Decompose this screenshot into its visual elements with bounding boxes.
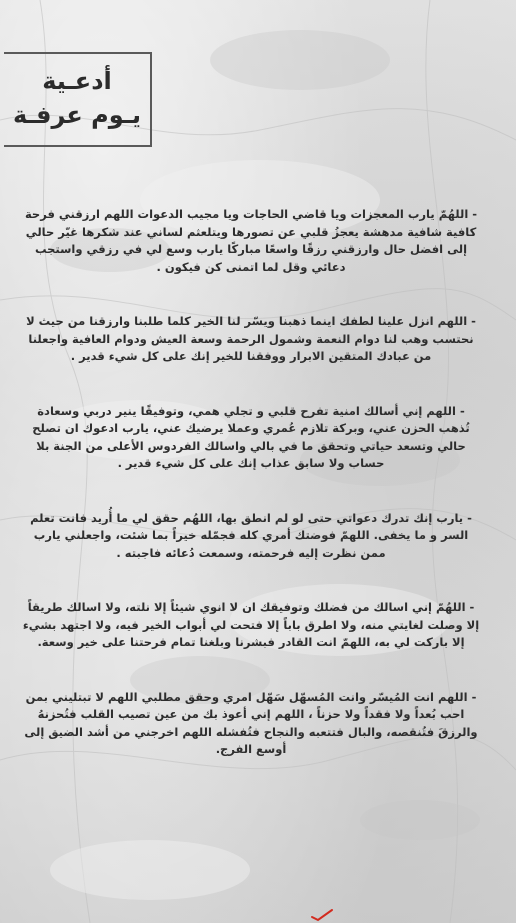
prayer-paragraph-3: - اللهم إني أسالك امنية تفرح قلبي و تجلي همي، وتوفيقًا ينير دربي وسعادة تُذهب الحزن عني، وبركة تلازم عُمري وعملا يرضيك عني، يارب ادعوك ان تصلح حالي وتسعد حياتي وتحقق ما في بالي واسالك الفردوس الأعلى من الجنة بلا حساب ولا سابق عذاب إنك على كل شيء قدير . <box>32 403 470 470</box>
prayer-paragraph-5: - اللهُمّ إني اسالك من فضلك وتوفيقك ان لا انوي شيئاً إلا نلته، ولا اسالك طريقاً إلا وصلت لغايتي منه، ولا اطرق باباً إلا فتحت لي أبواب الخير فيه، ولا اجتهد بشيء إلا باركت لي به، اللهمّ انت القادر فبشرنا وبلغنا تمام فرحتنا على خير وسعة. <box>22 600 480 649</box>
prayer-list <box>20 206 482 759</box>
prayer-paragraph-6: - اللهم انت المُيسّر وانت المُسهّل سَهّل امري وحقق مطلبي اللهم لا تبتليني بمن احب بُعداً ولا فقداً ولا حزناً ، اللهم إني أعوذ بك من عين تصيب القلب فتُحزنهُ والرزقَ فتُنقصه، والبال فتتعبه والنجاح فتُفشله اللهم اخرجني من أشد الضيق إلى أوسع الفرج. <box>24 689 478 756</box>
red-check-mark-icon <box>310 908 334 922</box>
prayer-paragraph-2: - اللهم انزل علينا لطفك اينما ذهبنا ويسّر لنا الخير كلما طلبنا وارزقنا من حيث لا نحتسب وهب لنا دوام النعمة وشمول الرحمة وسعة العيش ودوام العافية واجعلنا من عبادك المتقين الابرار ووفقنا للخير إنك على كل شيء قدير . <box>26 314 476 363</box>
prayer-paragraph-4: - يارب إنك تدرك دعواتي حتى لو لم انطق بها، اللهُم حقق لي ما أُريد فانت تعلم السر و ما يخفى. اللهمّ فوضتك أمري كله فجمّله خيراً بما شئت، واجعلني يارب ممن نظرت إليه فرحمته، وسمعت دُعائه فاجبته . <box>30 510 472 560</box>
prayer-paragraph-1: - اللهُمّ يارب المعجزات ويا قاضي الحاجات ويا مجيب الدعوات اللهم ارزقني فرحة كافية شافية مدهشة يعجزُ قلبي عن تصورها ويتلعثم لساني عند شكرها غيّر حالي إلى افضل حال وارزقني رزقًا واسعًا مباركًا يارب وسع لي في رزقي واستجب دعائي وقل لما اتمنى كن فيكون . <box>24 207 478 274</box>
page-title-line-1: أدعـية <box>42 67 112 95</box>
title-frame <box>4 52 152 147</box>
page-title-line-2: يـوم عرفـة <box>12 101 141 129</box>
